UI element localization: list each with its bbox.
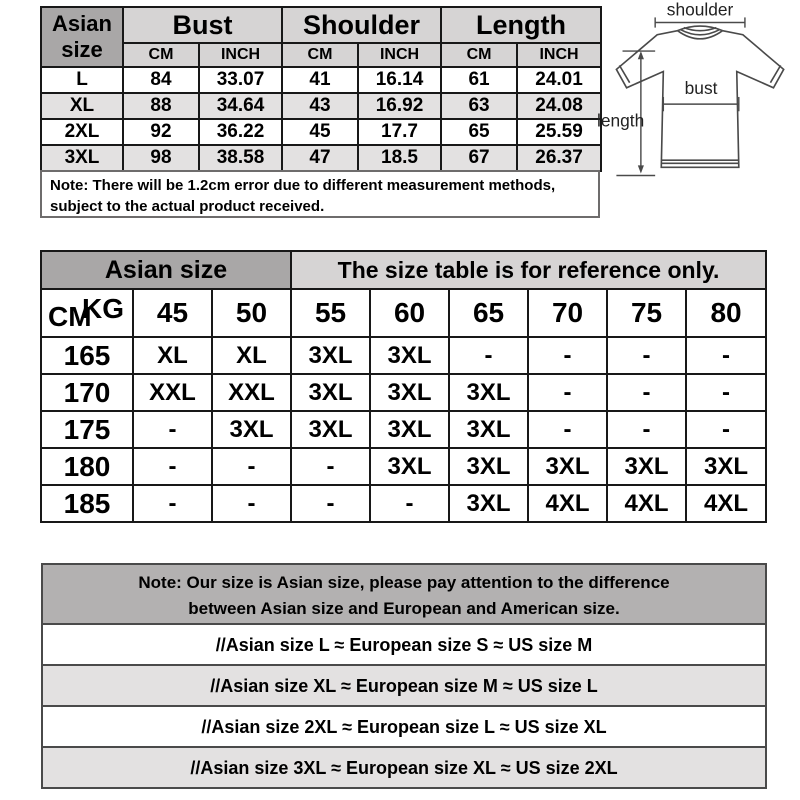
unit-header: CM [123, 43, 199, 67]
size-recommendation-cell: 3XL [291, 337, 370, 374]
size-recommendation-cell: - [133, 411, 212, 448]
size-recommendation-cell: XXL [212, 374, 291, 411]
measurement-note [40, 170, 600, 218]
size-label: XL [41, 93, 123, 119]
weight-header: 75 [607, 289, 686, 337]
measurement-value: 38.58 [199, 145, 282, 171]
height-row [41, 374, 766, 411]
size-recommendation-cell: - [291, 485, 370, 522]
conversion-row: //Asian size 3XL ≈ European size XL ≈ US size 2XL [41, 746, 767, 789]
size-recommendation-cell: - [686, 337, 766, 374]
size-recommendation-cell: - [212, 485, 291, 522]
size-recommendation-cell: - [449, 337, 528, 374]
measurement-value: 61 [441, 67, 517, 93]
measurement-header-row [41, 7, 601, 43]
conversion-row: //Asian size XL ≈ European size M ≈ US size L [41, 664, 767, 707]
height-row [41, 411, 766, 448]
size-recommendation-cell: 3XL [449, 411, 528, 448]
size-recommendation-cell: 3XL [607, 448, 686, 485]
kg-cm-corner [41, 289, 133, 337]
size-recommendation-cell: - [528, 337, 607, 374]
conversion-row: //Asian size L ≈ European size S ≈ US size M [41, 623, 767, 666]
asian-size-note [41, 563, 767, 625]
size-recommendation-cell: - [133, 485, 212, 522]
height-row [41, 448, 766, 485]
unit-header: INCH [199, 43, 282, 67]
size-recommendation-cell: - [528, 411, 607, 448]
unit-header: CM [441, 43, 517, 67]
size-recommendation-cell: 3XL [370, 411, 449, 448]
size-recommendation-cell: - [528, 374, 607, 411]
height-label: 185 [41, 485, 133, 522]
size-recommendation-cell: 3XL [291, 411, 370, 448]
height-label: 180 [41, 448, 133, 485]
size-recommendation-cell: - [607, 411, 686, 448]
measurement-value: 92 [123, 119, 199, 145]
bust-label: bust [684, 77, 718, 98]
size-recommendation-cell: - [686, 411, 766, 448]
measurement-value: 33.07 [199, 67, 282, 93]
size-recommendation-cell: 3XL [449, 448, 528, 485]
weight-header-row [41, 289, 766, 337]
weight-header: 65 [449, 289, 528, 337]
measurement-value: 24.08 [517, 93, 601, 119]
asian-size-corner-line: Asian [52, 11, 112, 36]
measurement-note-line1: Note: There will be 1.2cm error due to different measurement methods, [50, 177, 556, 194]
weight-header: 50 [212, 289, 291, 337]
measurement-value: 25.59 [517, 119, 601, 145]
size-recommendation-cell: XL [212, 337, 291, 374]
measurement-value: 63 [441, 93, 517, 119]
measurement-value: 98 [123, 145, 199, 171]
measure-group-header: Bust [123, 7, 282, 43]
kg-label: KG [82, 293, 124, 324]
size-recommendation-cell: - [607, 374, 686, 411]
height-row [41, 485, 766, 522]
weight-header: 70 [528, 289, 607, 337]
size-label: L [41, 67, 123, 93]
unit-header: INCH [517, 43, 601, 67]
size-recommendation-cell: 3XL [449, 374, 528, 411]
size-recommendation-cell: 3XL [528, 448, 607, 485]
height-row [41, 337, 766, 374]
measurement-value: 17.7 [358, 119, 441, 145]
measurement-value: 24.01 [517, 67, 601, 93]
size-recommendation-cell: 3XL [686, 448, 766, 485]
size-recommendation-cell: - [133, 448, 212, 485]
measurement-value: 47 [282, 145, 358, 171]
unit-header-row [41, 43, 601, 67]
measurement-note-line2: subject to the actual product received. [50, 198, 325, 215]
unit-header: INCH [358, 43, 441, 67]
asian-size-note-line2: between Asian size and European and American size. [188, 599, 620, 618]
weight-header: 55 [291, 289, 370, 337]
measurement-value: 41 [282, 67, 358, 93]
size-recommendation-cell: - [291, 448, 370, 485]
conversion-list [41, 623, 767, 789]
weight-header: 60 [370, 289, 449, 337]
size-recommendation-cell: 3XL [370, 448, 449, 485]
asian-size-title: Asian size [41, 251, 291, 289]
measurement-value: 26.37 [517, 145, 601, 171]
measurement-row [41, 119, 601, 145]
height-label: 165 [41, 337, 133, 374]
length-label: length [597, 110, 645, 131]
weight-header: 45 [133, 289, 212, 337]
size-recommendation-cell: XXL [133, 374, 212, 411]
size-recommendation-cell: - [607, 337, 686, 374]
measurement-row [41, 93, 601, 119]
size-recommendation-cell: XL [133, 337, 212, 374]
size-recommendation-cell: 3XL [212, 411, 291, 448]
reference-title: The size table is for reference only. [291, 251, 766, 289]
measurement-value: 88 [123, 93, 199, 119]
height-label: 170 [41, 374, 133, 411]
size-label: 2XL [41, 119, 123, 145]
measurement-value: 18.5 [358, 145, 441, 171]
measurement-value: 65 [441, 119, 517, 145]
size-label: 3XL [41, 145, 123, 171]
measurement-value: 36.22 [199, 119, 282, 145]
asian-size-corner-header [41, 7, 123, 67]
weight-header: 80 [686, 289, 766, 337]
measurement-row [41, 67, 601, 93]
shoulder-label: shoulder [666, 0, 734, 20]
measurement-value: 34.64 [199, 93, 282, 119]
size-recommendation-cell: 4XL [686, 485, 766, 522]
measurement-row [41, 145, 601, 171]
measurement-value: 67 [441, 145, 517, 171]
size-recommendation-cell: 3XL [291, 374, 370, 411]
wh-title-row [41, 251, 766, 289]
measure-lines [616, 17, 745, 175]
measurement-value: 43 [282, 93, 358, 119]
measurement-value: 16.92 [358, 93, 441, 119]
measure-group-header: Shoulder [282, 7, 441, 43]
measurement-value: 45 [282, 119, 358, 145]
weight-height-table [40, 250, 767, 523]
size-recommendation-cell: - [212, 448, 291, 485]
measure-group-header: Length [441, 7, 601, 43]
height-label: 175 [41, 411, 133, 448]
bottom-notes [41, 563, 767, 789]
size-recommendation-cell: 4XL [607, 485, 686, 522]
size-recommendation-cell: 3XL [449, 485, 528, 522]
asian-size-corner-line: size [61, 37, 103, 62]
size-recommendation-cell: 3XL [370, 374, 449, 411]
unit-header: CM [282, 43, 358, 67]
size-recommendation-cell: 3XL [370, 337, 449, 374]
measurement-value: 16.14 [358, 67, 441, 93]
tshirt-diagram [596, 0, 800, 196]
conversion-row: //Asian size 2XL ≈ European size L ≈ US size XL [41, 705, 767, 748]
measurement-table [40, 6, 602, 172]
cm-label: CM [48, 301, 92, 332]
asian-size-note-line1: Note: Our size is Asian size, please pay attention to the difference [138, 573, 670, 592]
size-recommendation-cell: 4XL [528, 485, 607, 522]
measurement-value: 84 [123, 67, 199, 93]
size-recommendation-cell: - [686, 374, 766, 411]
size-recommendation-cell: - [370, 485, 449, 522]
